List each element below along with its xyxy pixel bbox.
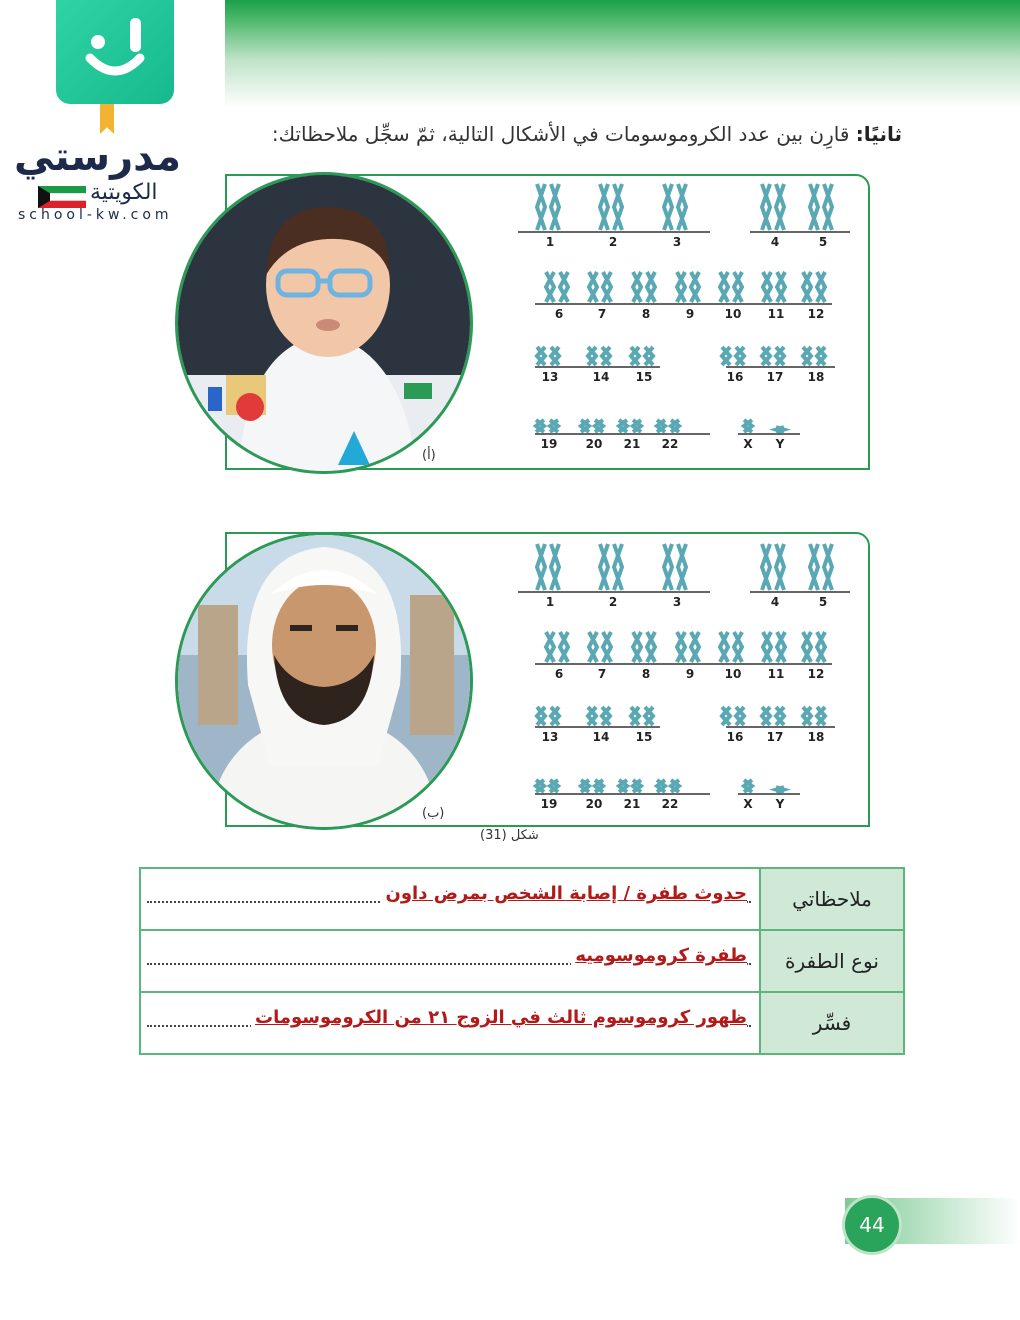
chromosome-pair (720, 632, 742, 662)
chromosome (803, 632, 811, 662)
chromosome-label: Y (775, 437, 785, 451)
chromosome-pair (588, 707, 610, 725)
logo-subtitle: الكويتية (90, 180, 158, 205)
table-row (140, 992, 904, 1054)
chromosome (776, 427, 784, 432)
chromosome-pair (546, 632, 568, 662)
chromosome (588, 347, 596, 365)
chromosome-label: X (743, 437, 753, 451)
chromosome (551, 184, 559, 230)
chromosome-label: 7 (597, 307, 607, 321)
chromosome (824, 184, 832, 230)
chromosome (633, 780, 641, 792)
chromosome (664, 544, 672, 590)
chromosome (560, 632, 568, 662)
chromosome (763, 272, 771, 302)
chromosome (722, 707, 730, 725)
chromosome (631, 707, 639, 725)
kuwait-flag-icon (38, 186, 86, 208)
answer-text: حدوث طفرة / إصابة الشخص بمرض داون (381, 883, 747, 904)
chromosome (550, 420, 558, 432)
chromosome (677, 272, 685, 302)
chromosome (647, 272, 655, 302)
karyotype-a (510, 176, 860, 461)
chromosome (645, 707, 653, 725)
chromosome (619, 420, 627, 432)
chromosome-pair (803, 272, 825, 302)
chromosome (551, 544, 559, 590)
logo-url: school-kw.com (18, 207, 173, 223)
chromosome-pair (677, 632, 699, 662)
chromosome (631, 347, 639, 365)
chromosome (803, 347, 811, 365)
chromosome-pair (619, 420, 641, 432)
chromosome-label: 6 (554, 307, 564, 321)
chromosome (588, 707, 596, 725)
chromosome-label: 11 (767, 667, 785, 681)
chromosome (647, 632, 655, 662)
chromosome-pair (722, 707, 744, 725)
chromosome-label: 21 (623, 437, 641, 451)
row-label: فسِّر (760, 992, 904, 1054)
chromosome-label: 16 (726, 730, 744, 744)
chromosome (560, 272, 568, 302)
row-label: نوع الطفرة (760, 930, 904, 992)
chromosome (777, 272, 785, 302)
chromosome (810, 184, 818, 230)
chromosome (536, 420, 544, 432)
chromosome (734, 272, 742, 302)
chromosome-pair (803, 707, 825, 725)
chromosome-pair (803, 632, 825, 662)
chromosome-pair (657, 780, 679, 792)
logo-title: مدرستي (13, 134, 181, 180)
chromosome-label: 2 (608, 235, 618, 249)
chromosome-label: 7 (597, 667, 607, 681)
chromosome-label: 22 (661, 437, 679, 451)
chromosome (595, 420, 603, 432)
chromosome-pair (657, 420, 679, 432)
chromosome-pair (810, 184, 832, 230)
chromosome (776, 544, 784, 590)
chromosome (603, 632, 611, 662)
chromosome (817, 272, 825, 302)
chromosome-label: 18 (807, 730, 825, 744)
chromosome (677, 632, 685, 662)
karyotype-b (510, 536, 860, 821)
chromosome (691, 632, 699, 662)
chromosome-label: 11 (767, 307, 785, 321)
chromosome (537, 544, 545, 590)
table-row (140, 868, 904, 930)
chromosome (720, 632, 728, 662)
chromosome-pair (744, 420, 752, 432)
chromosome-label: 6 (554, 667, 564, 681)
chromosome-label: 9 (685, 667, 695, 681)
chromosome-label: 16 (726, 370, 744, 384)
chromosome-label: 12 (807, 307, 825, 321)
chromosome (550, 780, 558, 792)
chromosome-pair (600, 184, 622, 230)
chromosome-label: 14 (592, 370, 610, 384)
chromosome (817, 707, 825, 725)
chromosome (600, 184, 608, 230)
chromosome-label: 3 (672, 235, 682, 249)
chromosome-label: X (743, 797, 753, 811)
chromosome-pair (664, 184, 686, 230)
chromosome (589, 272, 597, 302)
chromosome (776, 707, 784, 725)
chromosome-label: 19 (540, 797, 558, 811)
answer-cell[interactable] (140, 992, 760, 1054)
chromosome (678, 544, 686, 590)
chromosome (602, 347, 610, 365)
chromosome (810, 544, 818, 590)
chromosome (589, 632, 597, 662)
chromosome-pair (589, 272, 611, 302)
chromosome (736, 707, 744, 725)
chromosome-label: 19 (540, 437, 558, 451)
chromosome-label: 18 (807, 370, 825, 384)
chromosome (633, 420, 641, 432)
chromosome (824, 544, 832, 590)
chromosome-label: 3 (672, 595, 682, 609)
chromosome-pair (536, 780, 558, 792)
chromosome (720, 272, 728, 302)
chromosome-pair (762, 347, 784, 365)
chromosome-label: 14 (592, 730, 610, 744)
chromosome-pair (589, 632, 611, 662)
chromosome (536, 780, 544, 792)
chromosome-label: 8 (641, 667, 651, 681)
chromosome (678, 184, 686, 230)
chromosome-pair (763, 272, 785, 302)
chromosome-pair (546, 272, 568, 302)
chromosome-label: 22 (661, 797, 679, 811)
figure-a-label: (أ) (422, 448, 436, 463)
chromosome-pair (762, 707, 784, 725)
chromosome-label: 17 (766, 370, 784, 384)
chromosome (537, 347, 545, 365)
man-photo (175, 532, 473, 830)
logo-bubble-icon (56, 0, 174, 104)
chromosome-label: 13 (541, 370, 559, 384)
chromosome-pair (631, 707, 653, 725)
chromosome (664, 184, 672, 230)
chromosome-label: 1 (545, 595, 555, 609)
chromosome-pair (762, 544, 784, 590)
chromosome (817, 632, 825, 662)
chromosome-pair (776, 787, 784, 792)
question-heading (272, 122, 902, 146)
chromosome (776, 787, 784, 792)
chromosome (744, 780, 752, 792)
answer-cell[interactable] (140, 930, 760, 992)
chromosome (762, 184, 770, 230)
chromosome (633, 632, 641, 662)
chromosome-label: Y (775, 797, 785, 811)
chromosome-label: 8 (641, 307, 651, 321)
chromosome-pair (631, 347, 653, 365)
chromosome-label: 13 (541, 730, 559, 744)
chromosome-pair (619, 780, 641, 792)
chromosome (744, 420, 752, 432)
chromosome (722, 347, 730, 365)
chromosome (602, 707, 610, 725)
chromosome-label: 15 (635, 370, 653, 384)
chromosome (776, 347, 784, 365)
chromosome (546, 632, 554, 662)
chromosome (657, 780, 665, 792)
chromosome-pair (633, 272, 655, 302)
chromosome-pair (677, 272, 699, 302)
chromosome-label: 9 (685, 307, 695, 321)
chromosome-pair (664, 544, 686, 590)
chromosome-pair (581, 780, 603, 792)
chromosome (546, 272, 554, 302)
chromosome (777, 632, 785, 662)
row-label: ملاحظاتي (760, 868, 904, 930)
chromosome-label: 17 (766, 730, 784, 744)
chromosome-label: 21 (623, 797, 641, 811)
chromosome-pair (588, 347, 610, 365)
chromosome (645, 347, 653, 365)
chromosome-label: 1 (545, 235, 555, 249)
page-number: 44 (845, 1198, 899, 1252)
chromosome-pair (776, 427, 784, 432)
chromosome (619, 780, 627, 792)
chromosome-pair (537, 544, 559, 590)
chromosome (551, 707, 559, 725)
chromosome-label: 4 (770, 235, 780, 249)
bookmark-icon (100, 104, 114, 134)
chromosome-pair (537, 184, 559, 230)
chromosome-label: 2 (608, 595, 618, 609)
chromosome-pair (763, 632, 785, 662)
chromosome (803, 707, 811, 725)
chromosome (762, 707, 770, 725)
child-photo (175, 172, 473, 474)
chromosome (581, 780, 589, 792)
figure-caption: شكل (31) (480, 828, 539, 843)
figure-b-label: (ب) (422, 806, 445, 821)
chromosome-pair (581, 420, 603, 432)
chromosome (776, 184, 784, 230)
chromosome-label: 4 (770, 595, 780, 609)
chromosome (581, 420, 589, 432)
madrasati-logo (0, 0, 225, 232)
answer-cell[interactable] (140, 868, 760, 930)
chromosome-label: 10 (724, 307, 742, 321)
chromosome (633, 272, 641, 302)
chromosome-pair (600, 544, 622, 590)
chromosome-label: 5 (818, 595, 828, 609)
chromosome-pair (537, 707, 559, 725)
chromosome (817, 347, 825, 365)
chromosome-pair (762, 184, 784, 230)
chromosome (803, 272, 811, 302)
chromosome-pair (536, 420, 558, 432)
chromosome-label: 20 (585, 437, 603, 451)
observations-table (139, 867, 905, 1055)
chromosome (762, 347, 770, 365)
chromosome-label: 5 (818, 235, 828, 249)
answer-text: ظهور كروموسوم ثالث في الزوج ٢١ من الكروموسومات (251, 1007, 747, 1028)
chromosome (736, 347, 744, 365)
chromosome-pair (633, 632, 655, 662)
chromosome (614, 184, 622, 230)
answer-text: طفرة كروموسوميه (571, 945, 747, 966)
chromosome (537, 707, 545, 725)
chromosome-label: 20 (585, 797, 603, 811)
chromosome (671, 780, 679, 792)
header-band (225, 0, 1020, 108)
chromosome (671, 420, 679, 432)
heading-label: ثانيًا: (855, 122, 902, 146)
chromosome-pair (722, 347, 744, 365)
chromosome-label: 10 (724, 667, 742, 681)
chromosome-pair (803, 347, 825, 365)
chromosome-pair (720, 272, 742, 302)
heading-text: قارِن بين عدد الكروموسومات في الأشكال التالية، ثمّ سجِّل ملاحظاتك: (271, 122, 850, 146)
table-row (140, 930, 904, 992)
chromosome-pair (744, 780, 752, 792)
chromosome-pair (537, 347, 559, 365)
chromosome-pair (810, 544, 832, 590)
chromosome (614, 544, 622, 590)
chromosome (537, 184, 545, 230)
chromosome-label: 12 (807, 667, 825, 681)
chromosome (762, 544, 770, 590)
chromosome (763, 632, 771, 662)
chromosome (603, 272, 611, 302)
chromosome (551, 347, 559, 365)
chromosome (600, 544, 608, 590)
chromosome (691, 272, 699, 302)
chromosome (734, 632, 742, 662)
chromosome-label: 15 (635, 730, 653, 744)
chromosome (595, 780, 603, 792)
chromosome (657, 420, 665, 432)
